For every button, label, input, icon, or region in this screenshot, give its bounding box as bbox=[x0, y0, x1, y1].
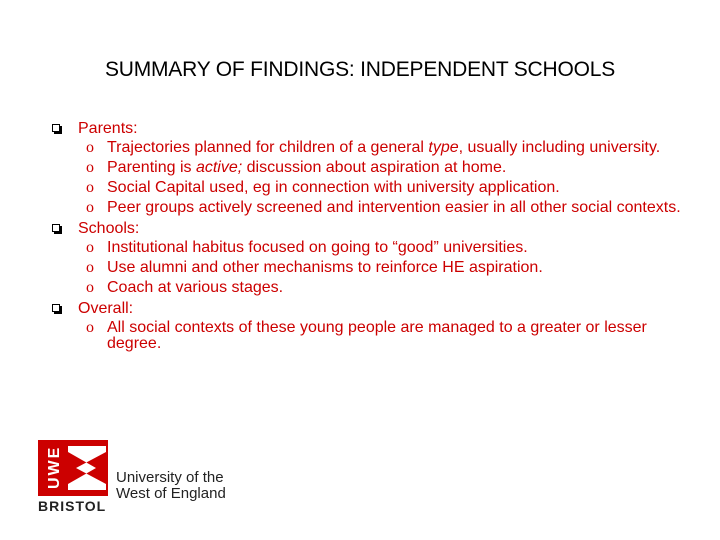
list-item bbox=[48, 160, 688, 176]
item-text: Trajectories planned for children of a general bbox=[107, 139, 429, 156]
uwe-logo-icon bbox=[38, 440, 108, 496]
list-item bbox=[48, 240, 688, 256]
section-heading-label: Parents: bbox=[78, 120, 138, 137]
item-emphasis: active; bbox=[195, 159, 243, 176]
item-text: Peer groups actively screened and intervention easier in all other social contexts. bbox=[107, 199, 681, 216]
item-text: Parenting is bbox=[107, 159, 196, 176]
findings-list bbox=[48, 120, 688, 356]
section-heading-schools bbox=[48, 220, 688, 238]
item-text: Use alumni and other mechanisms to reinforce HE aspiration. bbox=[107, 259, 543, 276]
circle-bullet-icon: o bbox=[86, 259, 94, 276]
uwe-logo bbox=[38, 440, 248, 512]
item-text: Coach at various stages. bbox=[107, 279, 284, 296]
section-heading-label: Overall: bbox=[78, 300, 134, 317]
logo-mark-text: UWE bbox=[46, 445, 63, 489]
slide-title: SUMMARY OF FINDINGS: INDEPENDENT SCHOOLS bbox=[104, 58, 616, 81]
item-text: Institutional habitus focused on going to “good” universities. bbox=[107, 239, 528, 256]
list-item bbox=[48, 200, 688, 216]
section-heading-label: Schools: bbox=[78, 220, 140, 237]
item-emphasis: type bbox=[428, 139, 459, 156]
item-text: Social Capital used, eg in connection with university application. bbox=[107, 179, 560, 196]
logo-line-1: University of the bbox=[116, 469, 224, 486]
list-item bbox=[48, 280, 688, 296]
checkbox-bullet-icon bbox=[52, 304, 60, 312]
section-heading-overall bbox=[48, 300, 688, 318]
logo-chevron-icon bbox=[66, 446, 106, 490]
list-item bbox=[48, 260, 688, 276]
logo-university-name bbox=[116, 470, 226, 502]
item-text-tail: discussion about aspiration at home. bbox=[242, 159, 507, 176]
item-text: All social contexts of these young people are managed to a greater or lesser degree. bbox=[107, 319, 647, 352]
section-heading-parents bbox=[48, 120, 688, 138]
list-item bbox=[48, 320, 688, 352]
item-text-tail: , usually including university. bbox=[458, 139, 661, 156]
circle-bullet-icon: o bbox=[86, 179, 94, 196]
circle-bullet-icon: o bbox=[86, 159, 94, 176]
circle-bullet-icon: o bbox=[86, 319, 94, 336]
logo-line-2: West of England bbox=[116, 485, 226, 502]
list-item bbox=[48, 180, 688, 196]
logo-city: BRISTOL bbox=[38, 498, 107, 514]
circle-bullet-icon: o bbox=[86, 139, 94, 156]
circle-bullet-icon: o bbox=[86, 239, 94, 256]
checkbox-bullet-icon bbox=[52, 124, 60, 132]
circle-bullet-icon: o bbox=[86, 199, 94, 216]
circle-bullet-icon: o bbox=[86, 279, 94, 296]
list-item bbox=[48, 140, 688, 156]
checkbox-bullet-icon bbox=[52, 224, 60, 232]
